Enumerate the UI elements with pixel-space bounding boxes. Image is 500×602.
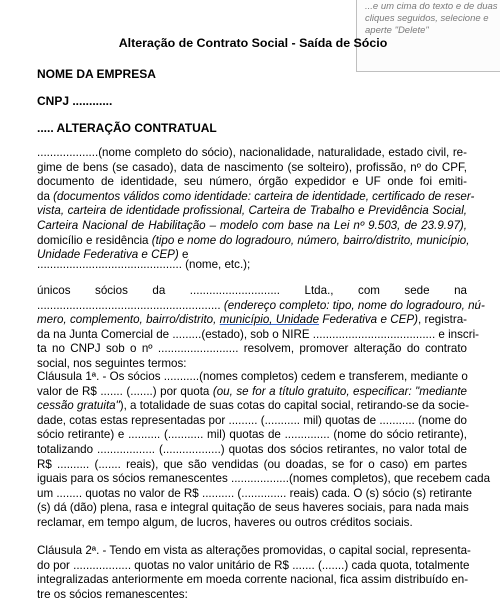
text-line: da na Junta Comercial de .........(estado), sob o NIRE ...................................... e inscri- [37,327,480,341]
text-line: gime de bens (se casado), data de nascimento (se solteiro), profissão, nº do CPF, [37,160,467,174]
document-title: Alteração de Contrato Social - Saída de Sócio [118,36,388,50]
italic-fragment: (ou, se for a título gratuito, especificar: "mediante [212,384,467,398]
text-line: valor de R$ ....... (.......) por quota (ou, se for a título gratuito, especificar: "mediante [37,384,467,398]
tooltip-line: aperte "Delete" [365,25,429,36]
word: únicos [37,284,71,297]
text-line: Cláusula 1ª. - Os sócios ...........(nomes completos) cedem e transferem, mediante o [37,370,468,383]
text-line: ......................................................... (endereço completo: tipo, nome do logradouro, nú- [37,298,485,312]
cnpj-line[interactable]: CNPJ ............ [37,94,113,108]
tooltip-line: cliques seguidos, selecione e [365,13,489,24]
text-line: ta no CNPJ sob o nº ......................... resolvem, promover alteração do contrato [37,342,467,356]
text-line: cessão gratuita"), a totalidade de suas cotas do capital social, retirando-se da socie- [37,399,470,413]
italic-fragment: Unidade Federativa e CEP) [37,248,179,262]
word: Ltda., [304,284,334,297]
text-line [37,204,467,219]
text-line: ...................(nome completo do sócio), nacionalidade, naturalidade, estado civil, re- [37,146,467,159]
italic-fragment: Carteira Nacional de Habilitação – modelo com base na Lei nº 9.503, de 23.9.97), [37,218,467,232]
partner-qualification-paragraph[interactable] [37,146,475,263]
text-line: domicílio e residência (tipo e nome do logradouro, número, bairro/distrito, município, [37,233,470,247]
text-line: tre os sócios remanescentes: [37,587,188,601]
text-line: um ........ quotas no valor de R$ .......... (.............. reais) cada. O (s) sócio (s) retirante [37,486,472,500]
company-name[interactable]: NOME DA EMPRESA [37,67,156,81]
text-line: dade, cotas estas representadas por ......... (........... mil) quotas de ........... (nome do [37,413,467,427]
text-line: social, nos seguintes termos: [37,356,187,370]
italic-fragment: mero, complemento, bairro/distrito, município, Unidade Federativa e CEP) [37,313,418,327]
clause-1-paragraph[interactable] [37,370,491,531]
text-line: (s) dá (dão) plena, rasa e integral quitação de seus haveres sociais, para nada mais [37,501,469,515]
text-line: iguais para os sócios remanescentes ..................(nomes completos), que recebem cada [37,472,491,486]
italic-fragment: vista, carteira de identidade profissional, Carteira de Trabalho e Previdência Social, [37,204,467,218]
text-line: reclamar, em tempo algum, de lucros, haveres ou outros créditos sociais. [37,515,413,529]
spellcheck-word: município, Unidade [219,313,320,327]
text-line: da (documentos válidos como identidade: carteira de identidade, certificado de reser- [37,189,475,203]
text-line: documento de identidade, seu número, órgão expedidor e UF onde foi emiti- [37,175,467,189]
tooltip-line: ...e um cima do texto e de duas [365,1,498,12]
section-heading[interactable]: ..... ALTERAÇÃO CONTRATUAL [37,121,217,135]
text-line: totalizando .................. (..................) quotas dos sócios retirantes, no valor total de [37,442,467,456]
word: ............................ [189,284,280,297]
text-line: mero, complemento, bairro/distrito, município, Unidade Federativa e CEP), registra- [37,313,468,327]
word: sócios [95,284,128,297]
italic-fragment: (tipo e nome do logradouro, número, bairro/distrito, município, [151,233,470,247]
text-line: Cláusula 2ª. - Tendo em vista as alterações promovidas, o capital social, representa- [37,544,471,557]
text-line: integralizadas anteriormente em moeda corrente nacional, fica assim distribuído en- [37,573,469,587]
partners-paragraph[interactable] [37,284,485,372]
text-line: do por .................. quotas no valor unitário de R$ ....... (.......) cada quota, totalmente [37,558,470,572]
italic-fragment: (endereço completo: tipo, nome do logradouro, nú- [223,298,485,312]
text-line: sócio retirante) e .......... (........... mil) quotas de .............. (nome do sócio retirante), [37,428,467,442]
italic-fragment: cessão gratuita" [37,399,120,413]
word: com [358,284,380,297]
text-line: R$ .......... (....... reais), que são vendidas (ou doadas, se for o caso) em partes [37,457,467,471]
text-line [37,284,467,299]
italic-fragment: (documentos válidos como identidade: carteira de identidade, certificado de reser- [53,189,475,203]
name-etc-line[interactable]: ............................................. (nome, etc.); [37,258,251,271]
word: na [454,284,467,297]
text-line: Unidade Federativa e CEP) e [37,248,189,262]
word: sede [404,284,430,297]
clause-2-paragraph[interactable] [37,544,471,602]
text-line [37,219,467,234]
word: da [152,284,166,297]
